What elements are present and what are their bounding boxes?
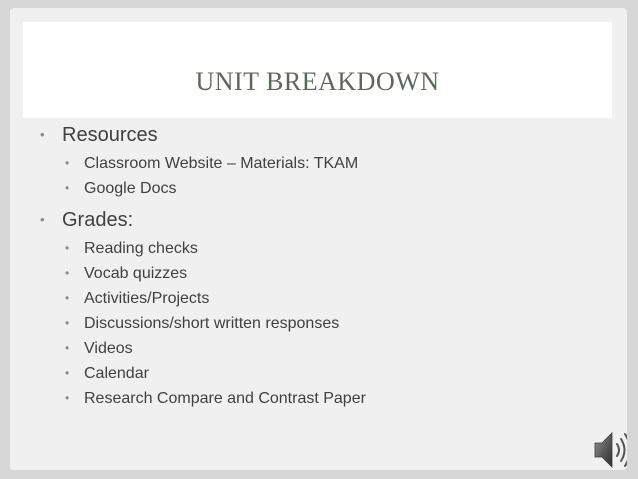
list-item — [38, 336, 598, 361]
bullet-glyph: • — [65, 241, 70, 255]
slide-content — [38, 121, 598, 411]
list-item-text: Videos — [84, 340, 133, 357]
bullet-glyph: • — [65, 291, 70, 305]
list-item-text: Google Docs — [84, 180, 177, 197]
list-item — [38, 311, 598, 336]
list-item — [38, 236, 598, 261]
bullet-glyph: • — [65, 156, 70, 170]
bullet-resources — [38, 121, 598, 149]
list-item-text: Calendar — [84, 365, 149, 382]
bullet-glyph: • — [65, 341, 70, 355]
list-item-text: Research Compare and Contrast Paper — [84, 390, 366, 407]
bullet-label: Grades: — [62, 209, 134, 231]
bullet-glyph: • — [65, 366, 70, 380]
list-item-text: Classroom Website – Materials: TKAM — [84, 155, 359, 172]
slide-title: UNIT BREAKDOWN — [195, 67, 440, 96]
bullet-glyph: • — [40, 212, 45, 227]
bullet-glyph: • — [65, 181, 70, 195]
list-item-text: Discussions/short written responses — [84, 315, 340, 332]
bullet-glyph: • — [65, 316, 70, 330]
list-item-text: Vocab quizzes — [84, 265, 188, 282]
list-item-text: Activities/Projects — [84, 290, 210, 307]
slide — [10, 8, 627, 470]
bullet-glyph: • — [65, 391, 70, 405]
bullet-label: Resources — [62, 124, 158, 146]
list-item — [38, 286, 598, 311]
bullet-glyph: • — [65, 266, 70, 280]
speaker-icon[interactable] — [592, 428, 627, 470]
list-item — [38, 151, 598, 176]
bullet-grades — [38, 206, 598, 234]
list-item — [38, 261, 598, 286]
resources-sublist — [38, 151, 598, 201]
bullet-glyph: • — [40, 127, 45, 142]
list-item-text: Reading checks — [84, 240, 198, 257]
grades-sublist — [38, 236, 598, 411]
list-item — [38, 361, 598, 386]
title-band — [23, 22, 612, 118]
list-item — [38, 176, 598, 201]
list-item — [38, 386, 598, 411]
